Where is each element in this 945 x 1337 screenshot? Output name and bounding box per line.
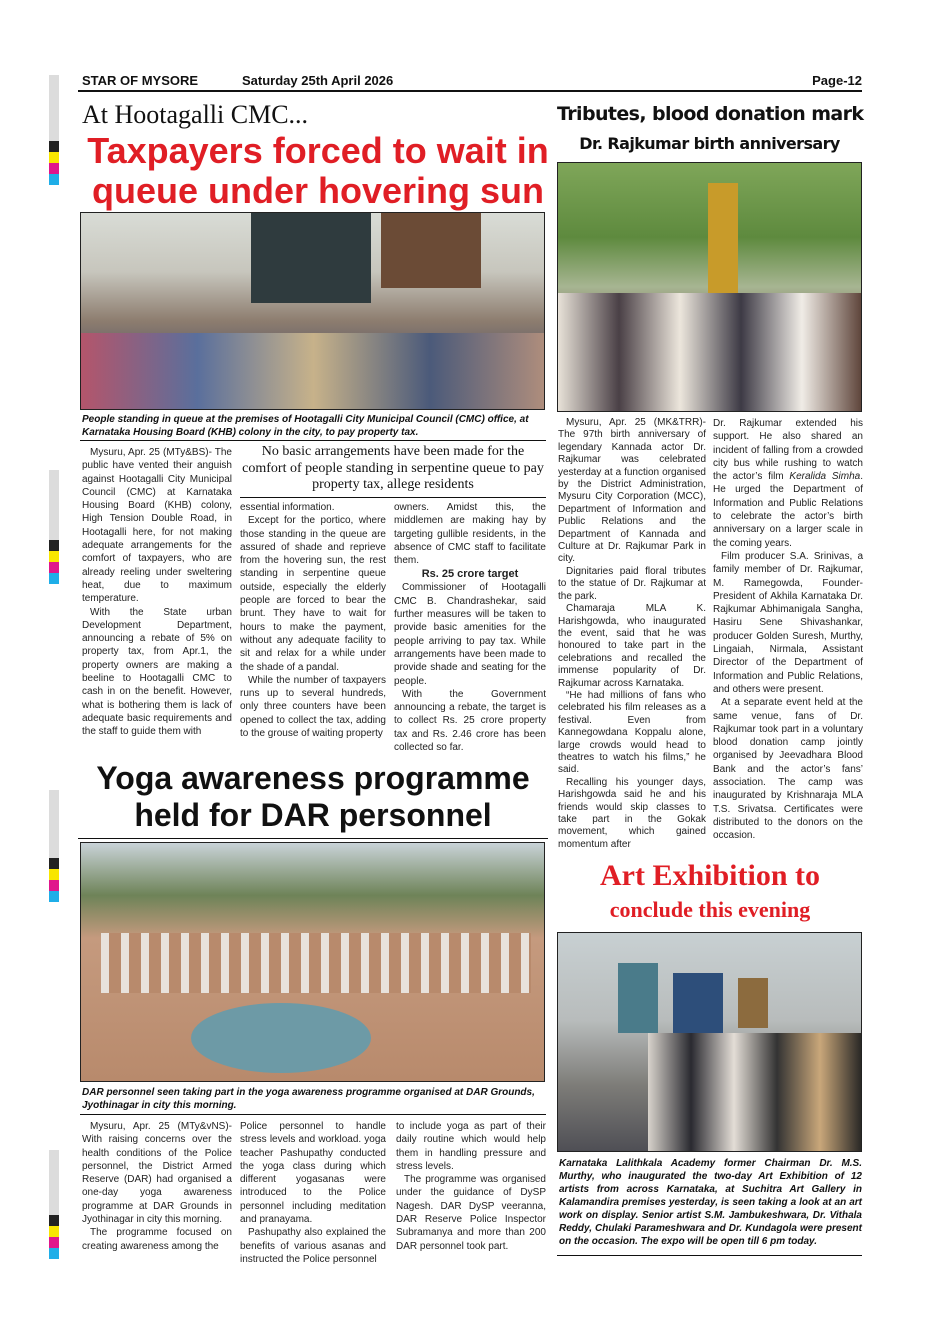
- tax-story-col2: [240, 501, 386, 740]
- visitors-group: [648, 1033, 862, 1152]
- yoga-col3: [396, 1120, 546, 1253]
- dignitaries-group: [558, 293, 862, 412]
- tax-col1-para1: Mysuru, Apr. 25 (MTy&BS)- The public have vented their anguish against Hootagalli City Municipal Council (CMC) at Karnataka Housing Board (KHB) colony, High Tension Double Road, in Hootagalli here, for not making adequate arrangements for the comfort of taxpayers, who are already reeling under sweltering heat, due to maximum temperature.: [82, 447, 232, 605]
- yoga-col3-para1: to include yoga as part of their daily routine which would help them in handling pressure and stress levels.: [396, 1121, 546, 1172]
- tax-story-kicker: At Hootagalli CMC...: [82, 100, 309, 129]
- tax-col2-para1: essential information.: [240, 502, 335, 513]
- rajkumar-col2-text-b: . He urged the Department of Information and Public Relations to celebrate the actor’s birth anniversary on a larger scale in the coming years.: [713, 471, 864, 549]
- tax-headline-line1: Taxpayers forced to wait in: [87, 130, 549, 171]
- yoga-mat: [191, 1003, 371, 1073]
- yoga-headline-line2: held for DAR personnel: [134, 797, 492, 833]
- tax-col2-para2: Except for the portico, where those standing in the queue are assured of shade and reprieve from the hovering sun, the rest standing in serpentine queue outside, especially the elderly people are forced to bear the brunt. They have to wait for hours to make the payment, without any adequate facility to sit and relax for a while under the shade of a pandal.: [240, 515, 386, 673]
- art-headline-line2: conclude this evening: [609, 897, 811, 922]
- painting-3: [738, 978, 768, 1028]
- rajkumar-col1-para4: “He had millions of fans who celebrated his film releases as a festival. Even from Kannegowdana Koppalu alone, large crowds would head to theatres to watch his films,” he said.: [558, 689, 706, 776]
- rajkumar-col1-para5: Recalling his younger days, Harishgowda said he and his friends would skip classes to take part in the Gokak movement, which gained momentum after: [558, 776, 706, 850]
- rajkumar-col2-para1: [713, 417, 863, 550]
- tax-photo-caption: People standing in queue at the premises of Hootagalli City Municipal Council (CMC) office, at Karnataka Housing Board (KHB) colony in the city, to pay property tax.: [82, 414, 529, 438]
- rajkumar-col2-para3: At a separate event held at the same venue, fans of Dr. Rajkumar took part in a voluntary blood donation camp jointly organised by Jeevadhara Blood Bank and the actor’s fans’ association. The camp was inaugurated by Krishnaraja MLA T.S. Srivatsa. Certificates were distributed to the donors on the occasion.: [713, 697, 863, 842]
- tax-story-col3: [394, 501, 546, 754]
- yoga-headline-line1: Yoga awareness programme: [96, 760, 530, 796]
- rajkumar-tribute-photo: [557, 162, 862, 412]
- yoga-col1: [82, 1120, 232, 1253]
- masthead-rule: [78, 90, 862, 92]
- tax-headline-line2: queue under hovering sun: [91, 170, 545, 211]
- rajkumar-col2-text-a: Dr. Rajkumar extended his support. He also shared an incident of falling from a crowded city bus while rushing to watch the actor’s film: [713, 418, 863, 483]
- tax-subhead: Rs. 25 crore target: [421, 568, 519, 581]
- masthead: [82, 73, 862, 89]
- yoga-col1-para1: Mysuru, Apr. 25 (MTy&vNS)- With raising concerns over the health conditions of the Police personnel, the District Armed Reserve (DAR) had organised a one-day yoga awareness programme at DAR Grounds in Jyothinagar in city this morning.: [82, 1121, 232, 1226]
- yoga-participants: [101, 933, 531, 993]
- people-crowd: [81, 333, 545, 410]
- painting-2: [673, 973, 723, 1033]
- tax-col3-para3: With the Government announcing a rebate, the target is to collect Rs. 25 crore property tax and Rs. 2.46 crore has been collected so far.: [394, 688, 546, 754]
- tax-col1-para2: With the State urban Development Department, announcing a rebate of 5% on property tax, from Apr.1, the property owners are making a beeline to Hootagalli CMC to cash in on the benefit. However, what is bothering them is lack of adequate basic requirements and the staff to guide them with: [82, 606, 232, 738]
- yoga-col2: [240, 1120, 386, 1266]
- rajkumar-col1: [558, 417, 706, 851]
- golden-statue: [708, 183, 738, 303]
- building-doorway: [251, 213, 371, 303]
- issue-date: Saturday 25th April 2026: [242, 73, 394, 88]
- art-caption-rule: [557, 1255, 862, 1256]
- yoga-photo: [80, 842, 545, 1082]
- rajkumar-col2: [713, 417, 863, 843]
- yoga-col1-para2: The programme focused on creating awareness among the: [82, 1227, 232, 1252]
- art-headline-line1: Art Exhibition to: [599, 859, 821, 892]
- rajkumar-col1-para3: Chamaraja MLA K. Harishgowda, who inaugurated the event, said that he was honoured to take part in the celebrations and recalled the immense popularity of Dr. Rajkumar across Karnataka.: [558, 603, 706, 689]
- yoga-photo-caption: DAR personnel seen taking part in the yoga awareness programme organised at DAR Grounds, Jyothinagar in city this morning.: [82, 1087, 535, 1111]
- painting-1: [618, 963, 658, 1033]
- rajkumar-col1-para2: Dignitaries paid floral tributes to the statue of Dr. Rajkumar at the park.: [558, 565, 706, 602]
- yoga-caption-rule: [80, 1114, 546, 1115]
- film-title: Keralida Simha: [789, 471, 861, 483]
- tax-story-headline: [78, 131, 558, 211]
- rajkumar-col1-para1: Mysuru, Apr. 25 (MK&TRR)- The 97th birth anniversary of legendary Kannada actor Dr. Rajkumar was celebrated yesterday at a function organised by the District Administration, Mysuru City Corporation (MCC), Department of Information and Public Relations and the Department of Kannada and Culture at Dr. Rajkumar Park in city.: [558, 417, 706, 565]
- yoga-col2-para2: Pashupathy also explained the benefits of various asanas and instructed the Police personnel: [240, 1227, 386, 1265]
- tax-col3-para2: Commissioner of Hootagalli CMC B. Chandrashekar, said further measures will be taken to provide basic amenities for the people arriving to pay tax. While arrangements have been made to provide shade and seating for the people.: [394, 582, 546, 687]
- tax-story-deck: No basic arrangements have been made for the comfort of people standing in serpentine queue to pay property tax, allege residents: [242, 444, 544, 492]
- rajkumar-headline-line2: Dr. Rajkumar birth anniversary: [579, 134, 840, 153]
- queue-photo: [80, 212, 545, 410]
- registration-bar-top: [49, 75, 59, 185]
- tax-col2-para3: While the number of taxpayers runs up to several hundreds, only three counters have been opened to collect the tax, adding to the grouse of waiting property: [240, 674, 386, 740]
- tax-story-col1: [82, 446, 232, 739]
- caption-rule: [80, 440, 546, 441]
- tax-col3-para1: owners. Amidst this, the middlemen are making hay by targeting gullible residents, in the absence of CMC staff to facilitate them.: [394, 502, 546, 567]
- rajkumar-col2-para2: Film producer S.A. Srinivas, a family member of Dr. Rajkumar, M. Ramegowda, Founder-President of Akhila Karnataka Dr. Rajkumar Abhimanigala Sangha, Hasiru Sene Shivashankar, producer Golden Suresh, Murthy, Lingaiah, Nirmala, Assistant Director of the Department of Information and Public Relations, and others were present.: [713, 550, 863, 695]
- registration-bar-bottom: [49, 1150, 59, 1259]
- building-door: [381, 213, 481, 288]
- registration-bar-lower: [49, 790, 59, 902]
- publication-name: STAR OF MYSORE: [82, 73, 199, 88]
- art-exhibition-photo: [557, 932, 862, 1152]
- page-number: Page-12: [812, 73, 862, 88]
- art-photo-caption: Karnataka Lalithkala Academy former Chairman Dr. M.S. Murthy, who inaugurated the two-day Art Exhibition of 12 artists from across Karnataka, at Suchitra Art Gallery in Kalamandira premises yesterday, is seen taking a look at an art work on display. Senior artist S.M. Jambukeshwara, Dr. Vithala Reddy, Chulaki Parameshwara and Dr. Kundagola were present on the occasion. The expo will be open till 6 pm today.: [559, 1158, 862, 1247]
- yoga-col2-para1: Police personnel to handle stress levels and workload. yoga teacher Pashupathy conducted the yoga class during which different yogasanas were introduced to the Police personnel including meditation and pranayama.: [240, 1121, 386, 1226]
- yoga-story-headline: [78, 760, 548, 834]
- rajkumar-headline-line1: Tributes, blood donation mark: [557, 103, 864, 125]
- deck-rule: [240, 497, 546, 498]
- yoga-col3-para2: The programme was organised under the guidance of DySP Nagesh. DAR DySP veeranna, DAR Reserve Police Inspector Subramanya and more than 200 DAR personnel took part.: [396, 1174, 546, 1252]
- registration-bar-mid: [49, 470, 59, 584]
- yoga-headline-rule: [78, 838, 548, 839]
